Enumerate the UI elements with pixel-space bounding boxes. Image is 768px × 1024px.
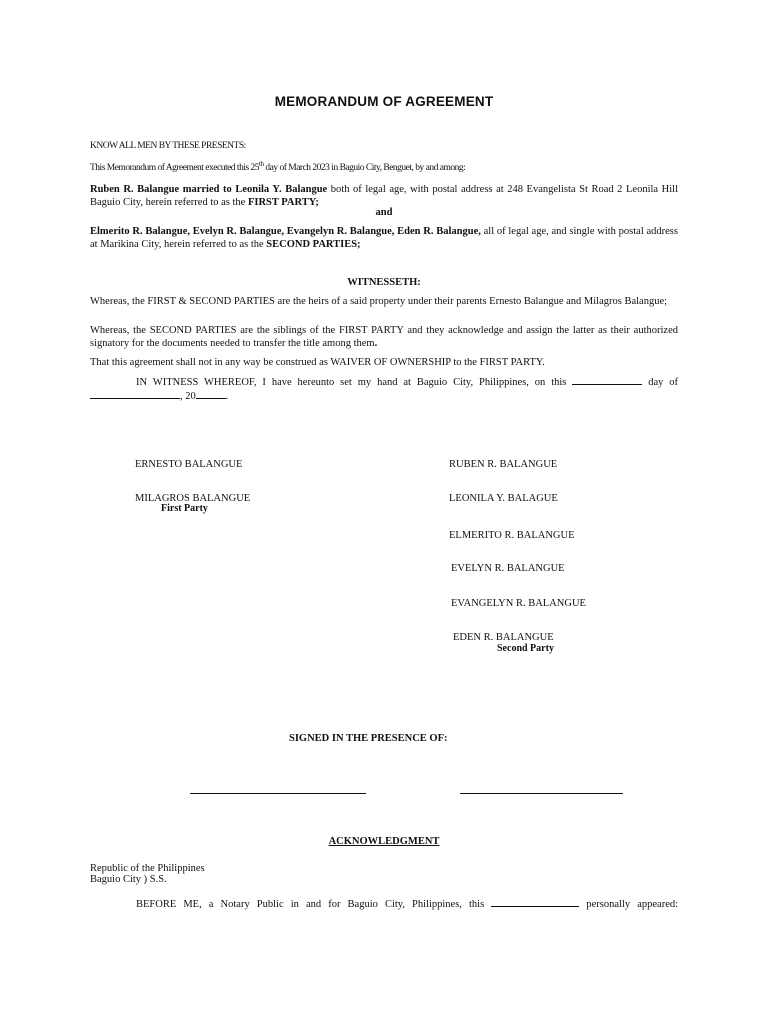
whereas-paragraph-2 [90,324,678,350]
intro-text-post: day of March 2023 in Baguio City, Benguet, by and among: [263,163,466,174]
know-all-line: KNOW ALL MEN BY THESE PRESENTS: [90,141,246,151]
first-party-caption: First Party [161,503,208,514]
signatory-elmerito: ELMERITO R. BALANGUE [449,530,575,541]
witness-signature-line-1[interactable] [190,793,366,794]
intro-superscript: th [259,160,264,168]
acknowledgment-heading: ACKNOWLEDGMENT [328,836,440,847]
document-title: MEMORANDUM OF AGREEMENT [274,94,494,109]
signatory-evelyn: EVELYN R. BALANGUE [451,563,565,574]
whereas-2-period: . [374,338,378,350]
year-blank[interactable] [196,389,226,399]
first-party-label: FIRST PARTY; [247,197,319,209]
before-me-paragraph [90,897,678,911]
first-party-names: Ruben R. Balangue married to Leonila Y. Balangue [90,184,328,195]
witness-period: . [225,391,229,403]
intro-text-pre: This Memorandum of Agreement executed this 25 [90,163,260,174]
second-party-paragraph [90,225,678,251]
signatory-ernesto: ERNESTO BALANGUE [135,459,243,470]
whereas-2-text: Whereas, the SECOND PARTIES are the siblings of the FIRST PARTY and they acknowledge and assign the latter as their authorized signatory for the documents needed to transfer the title among them [90,325,678,350]
and-connector: and [375,207,393,218]
witnesseth-heading: WITNESSETH: [347,277,421,288]
signatory-ruben: RUBEN R. BALANGUE [449,459,558,470]
witness-signature-line-2[interactable] [460,793,623,794]
second-party-text: all of legal age, and single with postal address at Marikina City, herein referred to as the [90,226,678,251]
second-party-caption: Second Party [497,643,554,654]
year-prefix: , 20 [180,391,196,403]
signatory-milagros: MILAGROS BALANGUE [135,493,251,504]
signatory-evangelyn: EVANGELYN R. BALANGUE [451,598,586,609]
day-of-text: day of [648,377,678,388]
notary-date-blank[interactable] [491,897,579,907]
personally-appeared-text: personally appeared: [586,899,679,910]
signatory-eden: EDEN R. BALANGUE [453,632,554,643]
agreement-paragraph: That this agreement shall not in any way be construed as WAIVER OF OWNERSHIP to the FIRST PARTY. [90,357,545,368]
second-party-names: Elmerito R. Balangue, Evelyn R. Balangue, Evangelyn R. Balangue, Eden R. Balangue, [90,226,481,237]
before-me-text: BEFORE ME, a Notary Public in and for Baguio City, Philippines, this [136,899,485,910]
whereas-paragraph-1: Whereas, the FIRST & SECOND PARTIES are the heirs of a said property under their parents Ernesto Balangue and Milagros Balangue; [90,296,668,307]
first-party-text: both of legal age, with postal address at 248 Evangelista St Road 2 Leonila Hill Baguio City, herein referred to as the [90,184,678,209]
in-witness-paragraph [90,375,678,403]
republic-line: Republic of the Philippines [90,863,205,874]
month-blank[interactable] [90,389,180,399]
date-blank[interactable] [572,375,642,385]
in-witness-text: IN WITNESS WHEREOF, I have hereunto set my hand at Baguio City, Philippines, on this [136,377,567,388]
city-ss-line: Baguio City ) S.S. [90,874,167,885]
second-party-label: SECOND PARTIES; [266,239,361,251]
signed-presence-heading: SIGNED IN THE PRESENCE OF: [289,733,448,744]
signatory-leonila: LEONILA Y. BALAGUE [449,493,558,504]
intro-paragraph [90,160,678,175]
